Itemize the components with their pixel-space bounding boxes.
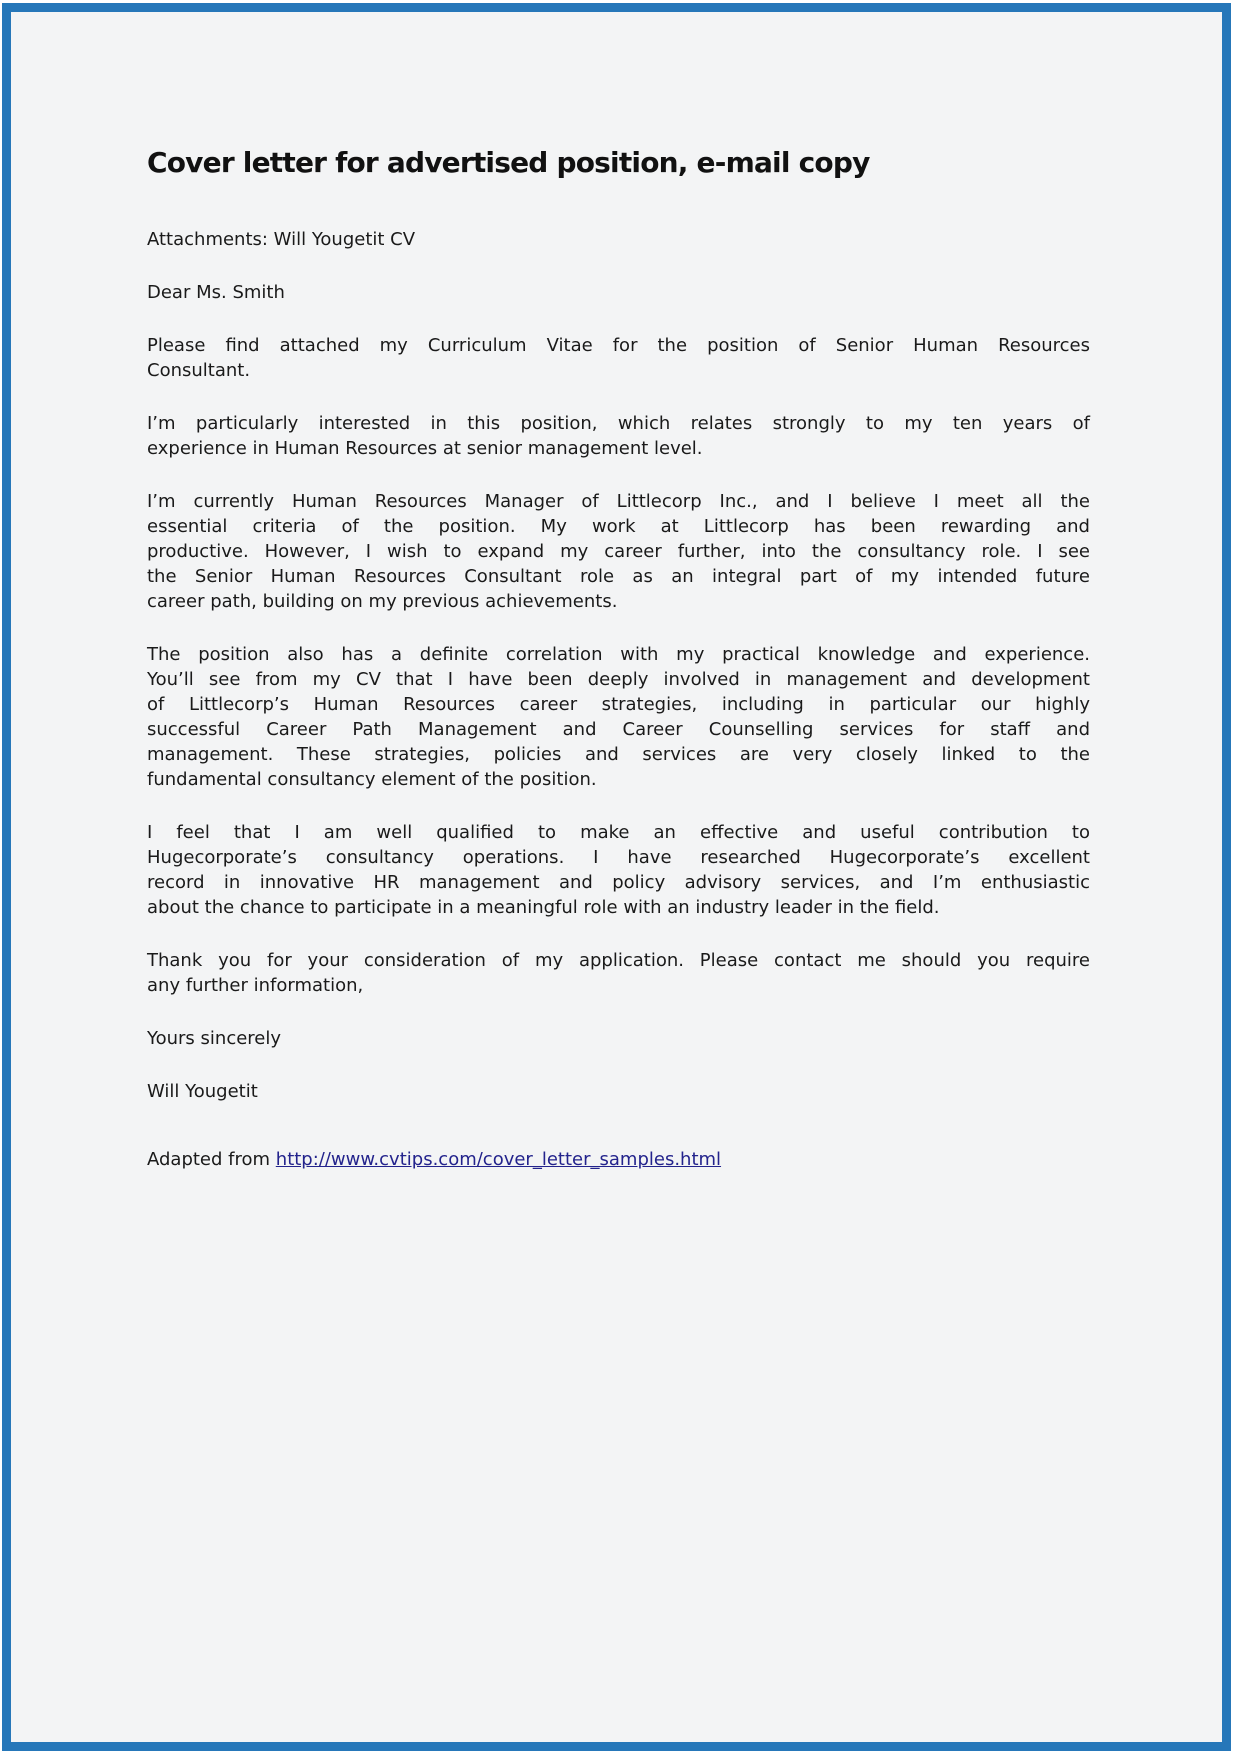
paragraph-line: about the chance to participate in a meaningful role with an industry leader in the field.	[147, 897, 940, 918]
paragraph-line: management. These strategies, policies and services are very closely linked to the	[147, 744, 1090, 765]
closing: Yours sincerely	[147, 1028, 282, 1049]
attachments-line: Attachments: Will Yougetit CV	[147, 229, 416, 250]
paragraph-line: Thank you for your consideration of my application. Please contact me should you require	[147, 950, 1090, 971]
paragraph-line: productive. However, I wish to expand my career further, into the consultancy role. I see	[147, 541, 1090, 562]
letter-title: Cover letter for advertised position, e-mail copy	[147, 146, 870, 179]
paragraph-line: fundamental consultancy element of the position.	[147, 769, 597, 790]
letter-content	[11, 12, 1222, 1172]
paragraph-current-role	[147, 489, 1090, 614]
paragraph-line: Please find attached my Curriculum Vitae for the position of Senior Human Resources	[147, 335, 1090, 356]
paragraph-line: Hugecorporate’s consultancy operations. I have researched Hugecorporate’s excellent	[147, 847, 1090, 868]
paragraph-line: of Littlecorp’s Human Resources career strategies, including in particular our highly	[147, 694, 1090, 715]
paragraph-correlation	[147, 642, 1090, 792]
letter-page	[2, 3, 1231, 1751]
paragraph-thanks	[147, 948, 1090, 998]
source-link[interactable]: http://www.cvtips.com/cover_letter_samples.html	[275, 1149, 722, 1170]
source-prefix: Adapted from	[147, 1149, 276, 1170]
paragraph-line: record in innovative HR management and policy advisory services, and I’m enthusiastic	[147, 872, 1090, 893]
paragraph-qualification	[147, 820, 1090, 920]
paragraph-line: I’m particularly interested in this position, which relates strongly to my ten years of	[147, 413, 1090, 434]
paragraph-line: experience in Human Resources at senior management level.	[147, 438, 703, 459]
paragraph-line: essential criteria of the position. My work at Littlecorp has been rewarding and	[147, 516, 1090, 537]
paragraph-line: I feel that I am well qualified to make an effective and useful contribution to	[147, 822, 1090, 843]
paragraph-line: You’ll see from my CV that I have been deeply involved in management and development	[147, 669, 1090, 690]
source-line	[147, 1147, 1090, 1172]
paragraph-attached-cv	[147, 333, 1090, 383]
paragraph-line: the Senior Human Resources Consultant role as an integral part of my intended future	[147, 566, 1090, 587]
paragraph-line: successful Career Path Management and Career Counselling services for staff and	[147, 719, 1090, 740]
paragraph-line: Consultant.	[147, 360, 251, 381]
paragraph-line: The position also has a definite correlation with my practical knowledge and experience.	[147, 644, 1090, 665]
paragraph-interest	[147, 411, 1090, 461]
signature-name: Will Yougetit	[147, 1081, 258, 1102]
salutation: Dear Ms. Smith	[147, 282, 285, 303]
paragraph-line: any further information,	[147, 975, 364, 996]
paragraph-line: career path, building on my previous achievements.	[147, 591, 618, 612]
paragraph-line: I’m currently Human Resources Manager of Littlecorp Inc., and I believe I meet all the	[147, 491, 1090, 512]
